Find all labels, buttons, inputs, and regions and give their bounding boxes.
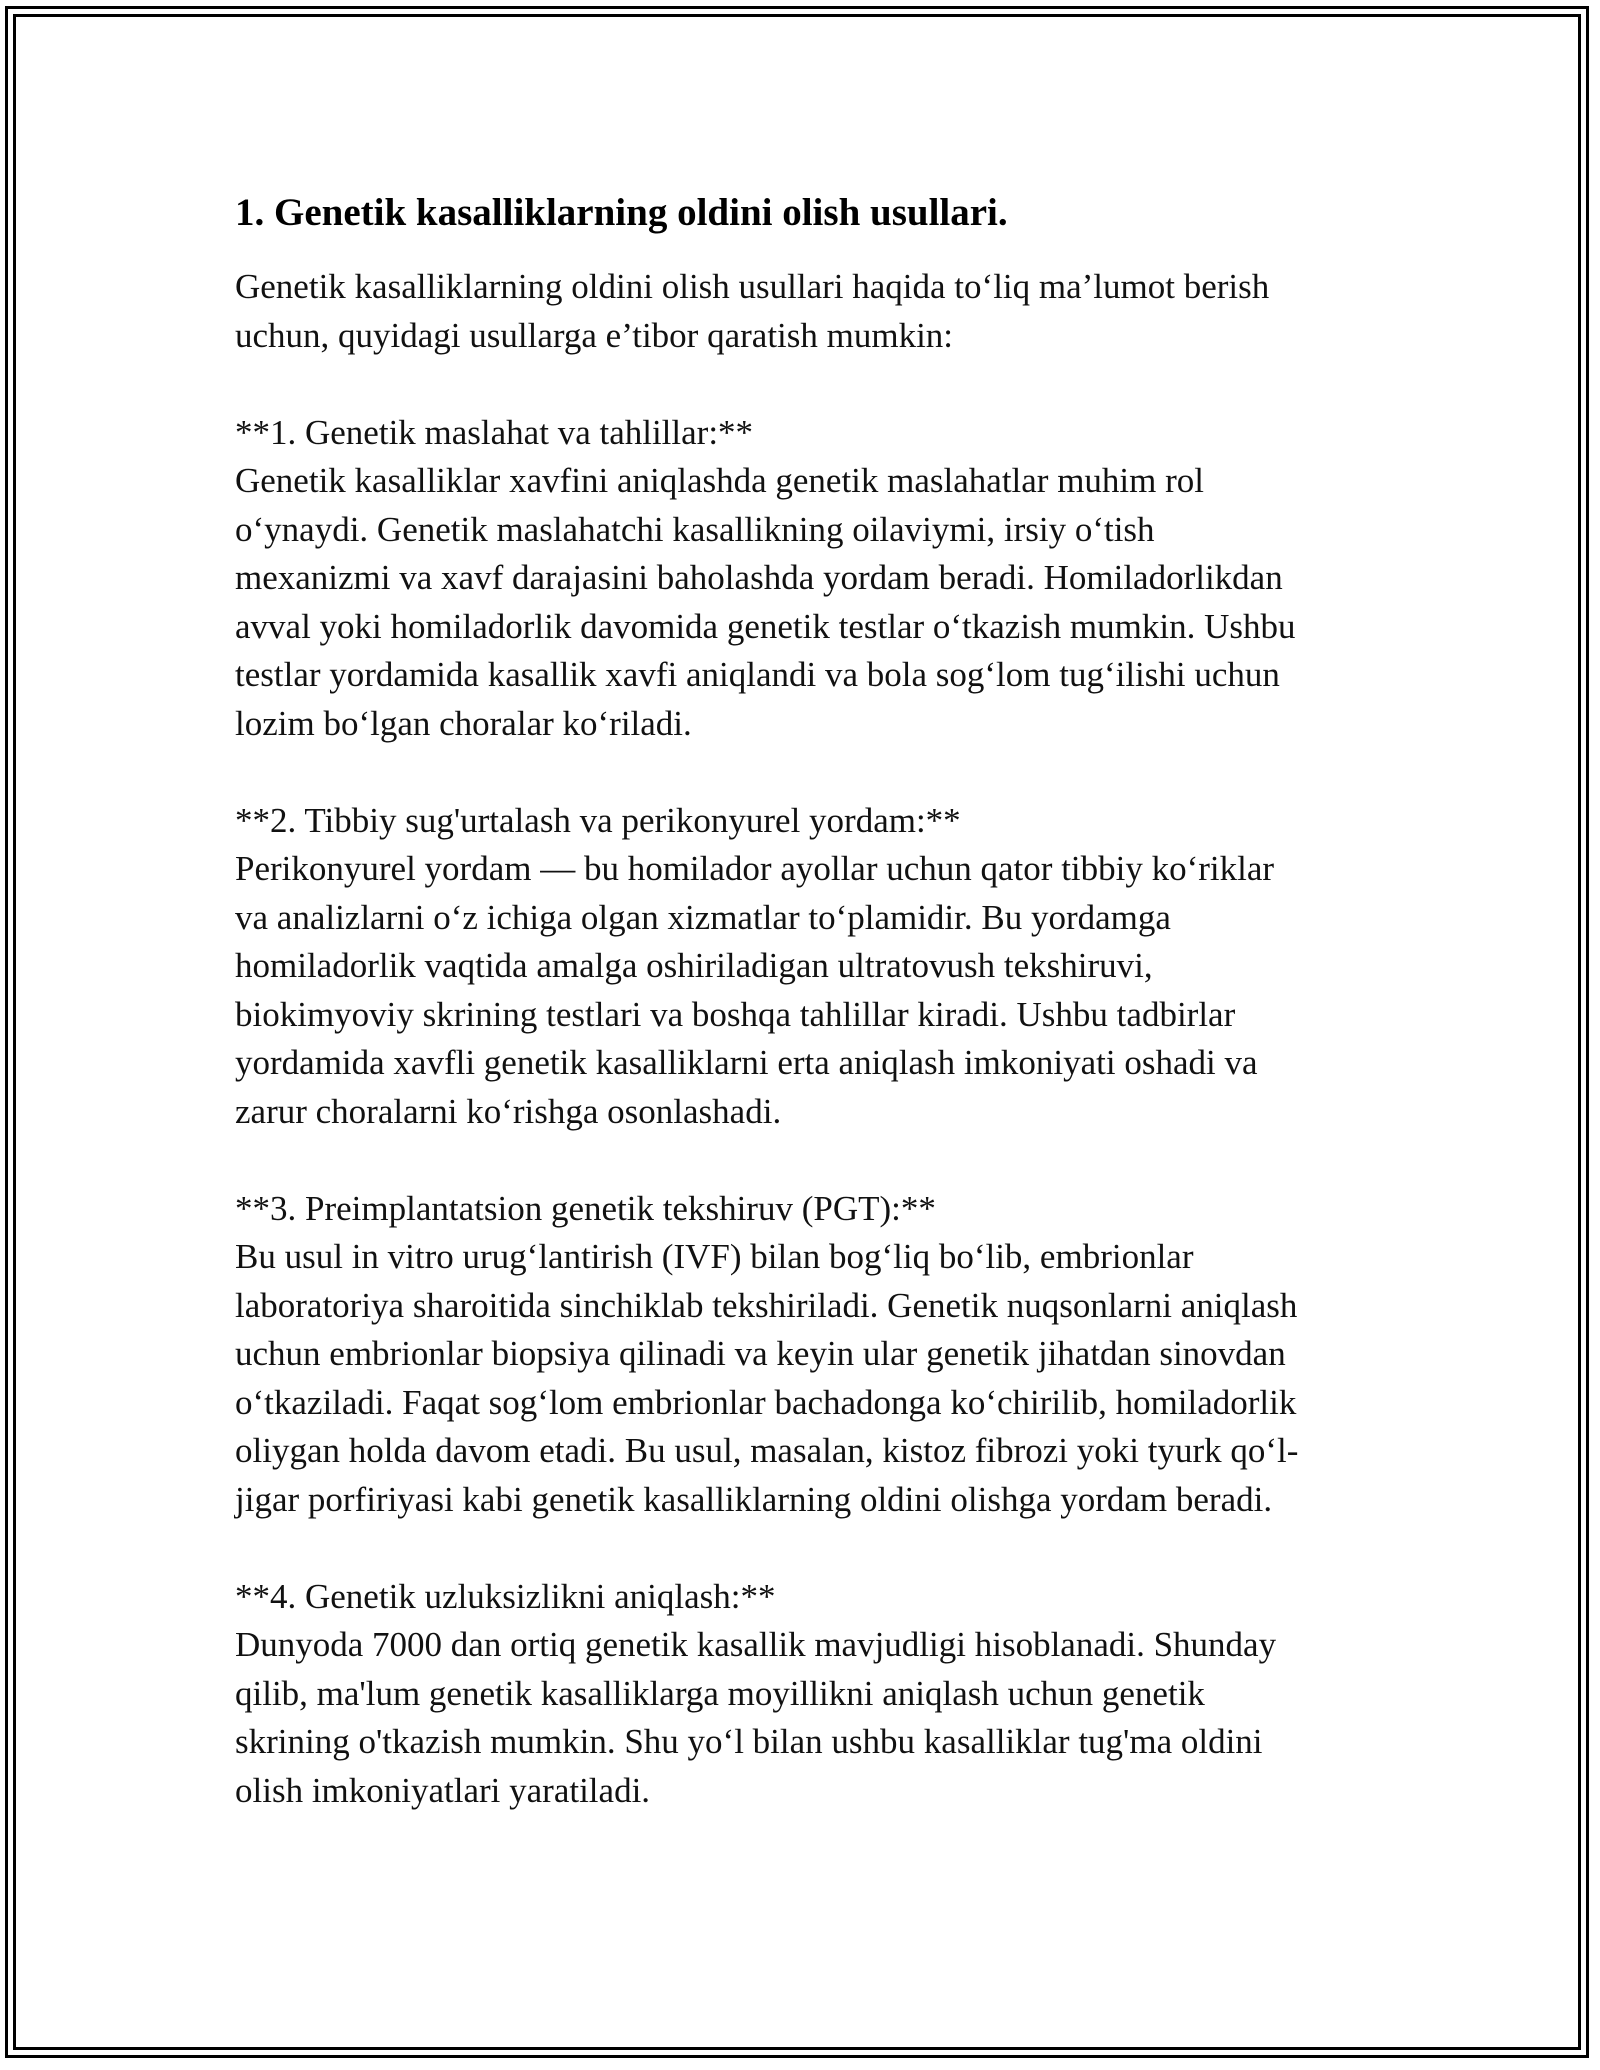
section-line: o‘ynaydi. Genetik maslahatchi kasallikning oilaviymi, irsiy o‘tish (235, 509, 1155, 549)
paragraph-gap (235, 748, 1375, 797)
section-title: **1. Genetik maslahat va tahlillar:** (235, 412, 754, 452)
section-line: uchun embrionlar biopsiya qilinadi va keyin ular genetik jihatdan sinovdan (235, 1334, 1286, 1373)
document-body (235, 185, 1375, 1815)
intro-line: uchun, quyidagi usullarga e’tibor qaratish mumkin: (235, 315, 954, 355)
section-line: jigar porfiriyasi kabi genetik kasalliklarning oldini olishga yordam beradi. (235, 1479, 1273, 1519)
section-line: mexanizmi va xavf darajasini baholashda yordam beradi. Homiladorlikdan (235, 558, 1283, 597)
section-3 (235, 1185, 1375, 1525)
section-title: **4. Genetik uzluksizlikni aniqlash:** (235, 1576, 776, 1616)
intro-line: Genetik kasalliklarning oldini olish usullari haqida to‘liq ma’lumot berish (235, 267, 1270, 306)
paragraph-gap (235, 1524, 1375, 1573)
section-2 (235, 797, 1375, 1137)
section-line: qilib, ma'lum genetik kasalliklarga moyillikni aniqlash uchun genetik (235, 1673, 1205, 1713)
section-1 (235, 409, 1375, 749)
section-line: yordamida xavfli genetik kasalliklarni erta aniqlash imkoniyati oshadi va (235, 1043, 1258, 1082)
section-line: va analizlarni o‘z ichiga olgan xizmatlar to‘plamidir. Bu yordamga (235, 897, 1171, 937)
paragraph-gap (235, 1136, 1375, 1185)
section-line: zarur choralarni ko‘rishga osonlashadi. (235, 1091, 782, 1131)
section-line: Dunyoda 7000 dan ortiq genetik kasallik mavjudligi hisoblanadi. Shunday (235, 1625, 1277, 1664)
section-title: **3. Preimplantatsion genetik tekshiruv (PGT):** (235, 1188, 936, 1228)
section-line: oliygan holda davom etadi. Bu usul, masalan, kistoz fibrozi yoki tyurk qo‘l- (235, 1431, 1299, 1470)
section-line: skrining o'tkazish mumkin. Shu yo‘l bilan ushbu kasalliklar tug'ma oldini (235, 1722, 1263, 1761)
section-line: avval yoki homiladorlik davomida genetik testlar o‘tkazish mumkin. Ushbu (235, 606, 1296, 646)
section-line: testlar yordamida kasallik xavfi aniqlandi va bola sog‘lom tug‘ilishi uchun (235, 655, 1280, 694)
section-line: homiladorlik vaqtida amalga oshiriladigan ultratovush tekshiruvi, (235, 946, 1153, 985)
section-line: Bu usul in vitro urug‘lantirish (IVF) bilan bog‘liq bo‘lib, embrionlar (235, 1237, 1194, 1276)
section-4 (235, 1573, 1375, 1816)
section-title: **2. Tibbiy sug'urtalash va perikonyurel yordam:** (235, 800, 961, 840)
section-line: olish imkoniyatlari yaratiladi. (235, 1770, 651, 1810)
section-line: Perikonyurel yordam — bu homilador ayollar uchun qator tibbiy ko‘riklar (235, 849, 1275, 888)
section-line: lozim bo‘lgan choralar ko‘riladi. (235, 703, 692, 743)
section-line: o‘tkaziladi. Faqat sog‘lom embrionlar bachadonga ko‘chirilib, homiladorlik (235, 1382, 1297, 1422)
section-line: Genetik kasalliklar xavfini aniqlashda genetik maslahatlar muhim rol (235, 461, 1205, 500)
document-heading: 1. Genetik kasalliklarning oldini olish usullari. (235, 191, 1008, 234)
intro-paragraph (235, 263, 1375, 360)
section-line: laboratoriya sharoitida sinchiklab tekshiriladi. Genetik nuqsonlarni aniqlash (235, 1285, 1298, 1325)
section-line: biokimyoviy skrining testlari va boshqa tahlillar kiradi. Ushbu tadbirlar (235, 994, 1236, 1034)
paragraph-gap (235, 360, 1375, 409)
